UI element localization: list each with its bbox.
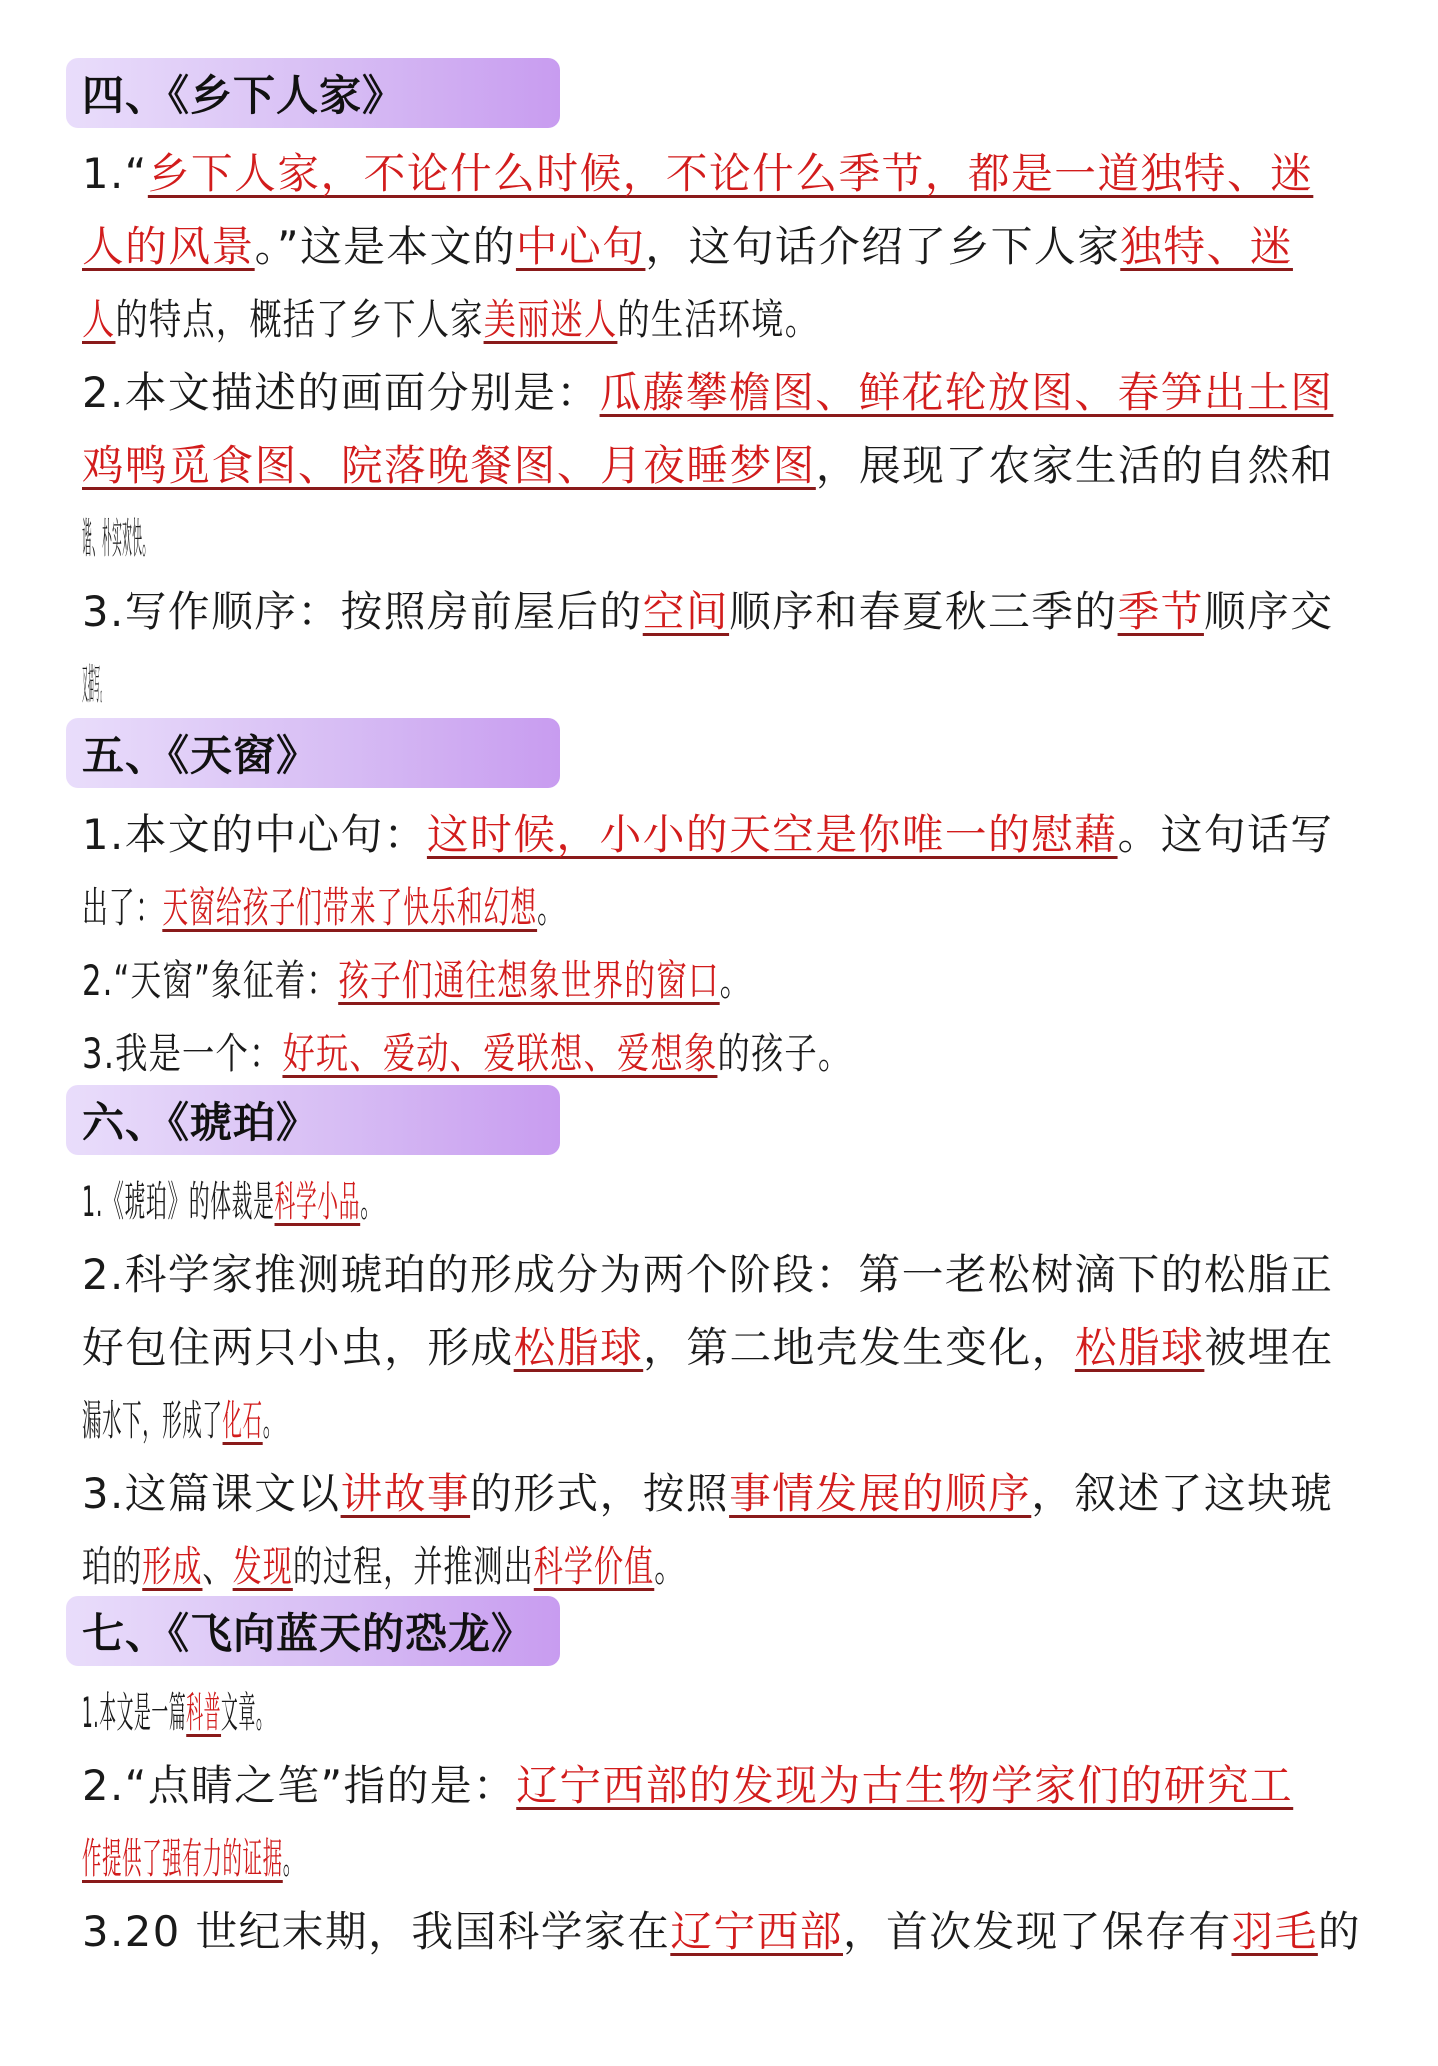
section-title: 四、《乡下人家》 xyxy=(82,71,406,120)
answer-text: 松脂球 xyxy=(513,1323,644,1372)
answer-text: 科学小品 xyxy=(274,1177,361,1226)
body-text: 1.本文是一篇 xyxy=(82,1688,187,1737)
body-text: 1.本文的中心句： xyxy=(82,810,427,859)
answer-text: 形成 xyxy=(142,1542,203,1591)
text-line xyxy=(82,1539,982,1595)
body-text: 顺序交 xyxy=(1203,587,1334,636)
answer-text: 好玩、爱动、爱联想、爱想象 xyxy=(282,1029,718,1078)
answer-text: 瓜藤攀檐图、鲜花轮放图、春笋出土图 xyxy=(599,368,1334,417)
text-line xyxy=(82,1393,682,1449)
text-line xyxy=(82,438,1372,494)
body-text: 被埋在 xyxy=(1204,1323,1334,1372)
body-text: 出了： xyxy=(82,883,163,932)
text-line xyxy=(82,1174,722,1230)
section-title: 七、《飞向蓝天的恐龙》 xyxy=(82,1609,535,1658)
body-text: 1.《琥珀》的体裁是 xyxy=(82,1177,275,1226)
text-line xyxy=(82,219,1372,275)
answer-text: 作提供了强有力的证据 xyxy=(82,1834,283,1883)
body-text: 。”这是本文的 xyxy=(254,222,516,271)
answer-text: 这时候，小小的天空是你唯一的慰藉 xyxy=(426,810,1118,859)
answer-text: 羽毛 xyxy=(1231,1907,1318,1956)
answer-text: 发现 xyxy=(232,1542,293,1591)
body-text: 的孩子。 xyxy=(717,1029,852,1078)
body-text: 1.“ xyxy=(82,149,148,198)
body-text: 叉描写。 xyxy=(82,660,107,709)
body-text: 3.写作顺序：按照房前屋后的 xyxy=(82,587,643,636)
section-title: 六、《琥珀》 xyxy=(82,1098,320,1147)
text-line xyxy=(82,1904,1372,1960)
text-line xyxy=(82,292,1082,348)
body-text: ，这句话介绍了乡下人家 xyxy=(645,222,1121,271)
body-text: 珀的 xyxy=(82,1542,143,1591)
text-line xyxy=(82,1685,602,1741)
body-text: 2.“天窗”象征着： xyxy=(82,956,339,1005)
text-line xyxy=(82,584,1372,640)
body-text: 。 xyxy=(282,1834,303,1883)
answer-text: 美丽迷人 xyxy=(483,295,618,344)
body-text: 3.我是一个： xyxy=(82,1029,283,1078)
body-text: 2.本文描述的画面分别是： xyxy=(82,368,600,417)
body-text: 的 xyxy=(1317,1907,1362,1956)
answer-text: 人的风景 xyxy=(82,222,255,271)
answer-text: 空间 xyxy=(642,587,730,636)
body-text: ，首次发现了保存有 xyxy=(842,1907,1232,1956)
body-text: 漏水下，形成了 xyxy=(82,1396,223,1445)
body-text: 3.这篇课文以 xyxy=(82,1469,341,1518)
answer-text: 化石 xyxy=(222,1396,263,1445)
text-line xyxy=(82,807,1372,863)
text-line xyxy=(82,1758,1372,1814)
body-text: 3.20 世纪末期，我国科学家在 xyxy=(82,1907,671,1956)
answer-text: 讲故事 xyxy=(340,1469,471,1518)
body-text: 、 xyxy=(202,1542,233,1591)
answer-text: 科学价值 xyxy=(533,1542,655,1591)
answer-text: 鸡鸭觅食图、院落晚餐图、月夜睡梦图 xyxy=(82,441,816,490)
body-text: 的形式，按照 xyxy=(470,1469,730,1518)
body-text: ，叙述了这块琥 xyxy=(1031,1469,1334,1518)
body-text: 的过程，并推测出 xyxy=(292,1542,534,1591)
text-line xyxy=(82,1831,682,1887)
body-text: 2.“点睛之笔”指的是： xyxy=(82,1761,517,1810)
text-line xyxy=(82,880,882,936)
text-line xyxy=(82,1247,1372,1303)
answer-text: 松脂球 xyxy=(1074,1323,1205,1372)
answer-text: 辽宁西部 xyxy=(670,1907,843,1956)
text-line xyxy=(82,365,1372,421)
answer-text: 天窗给孩子们带来了快乐和幻想 xyxy=(162,883,538,932)
section-heading xyxy=(66,1596,560,1666)
section-heading xyxy=(66,58,560,128)
body-text: 2.科学家推测琥珀的形成分为两个阶段：第一老松树滴下的松脂正 xyxy=(82,1250,1334,1299)
body-text: ，展现了农家生活的自然和 xyxy=(815,441,1334,490)
body-text: 文章。 xyxy=(221,1688,274,1737)
body-text: 。这句话写 xyxy=(1117,810,1334,859)
body-text: 顺序和春夏秋三季的 xyxy=(729,587,1118,636)
answer-text: 辽宁西部的发现为古生物学家们的研究工 xyxy=(516,1761,1294,1810)
answer-text: 中心句 xyxy=(515,222,646,271)
answer-text: 人 xyxy=(82,295,116,344)
text-line xyxy=(82,1466,1372,1522)
answer-text: 季节 xyxy=(1117,587,1204,636)
body-text: 。 xyxy=(360,1177,382,1226)
text-line xyxy=(82,657,262,713)
body-text: 。 xyxy=(537,883,564,932)
answer-text: 乡下人家，不论什么时候，不论什么季节，都是一道独特、迷 xyxy=(147,149,1314,198)
section-title: 五、《天窗》 xyxy=(82,731,320,780)
text-line xyxy=(82,146,1372,202)
body-text: 。 xyxy=(654,1542,685,1591)
answer-text: 孩子们通往想象世界的窗口 xyxy=(338,956,720,1005)
answer-text: 独特、迷 xyxy=(1120,222,1293,271)
body-text: 。 xyxy=(719,956,752,1005)
body-text: ，第二地壳发生变化， xyxy=(643,1323,1075,1372)
text-line xyxy=(82,953,1032,1009)
body-text: 的特点，概括了乡下人家 xyxy=(115,295,484,344)
text-line xyxy=(82,1320,1372,1376)
text-line xyxy=(82,1026,1082,1082)
body-text: 。 xyxy=(262,1396,283,1445)
body-text: 谐、朴实欢快。 xyxy=(82,514,153,563)
text-line xyxy=(82,511,382,567)
section-heading xyxy=(66,1085,560,1155)
answer-text: 事情发展的顺序 xyxy=(729,1469,1032,1518)
body-text: 好包住两只小虫，形成 xyxy=(82,1323,514,1372)
body-text: 的生活环境。 xyxy=(617,295,819,344)
answer-text: 科普 xyxy=(186,1688,222,1737)
section-heading xyxy=(66,718,560,788)
